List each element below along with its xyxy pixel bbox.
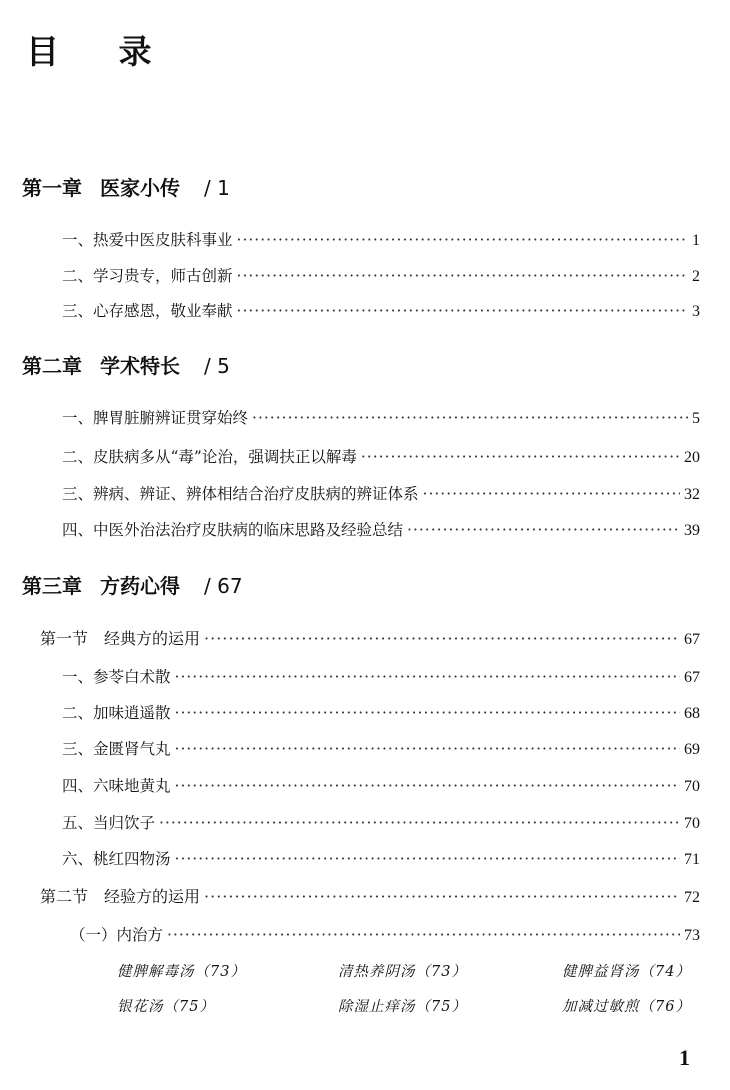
formula-item[interactable]: 银花汤（75） <box>117 999 215 1015</box>
toc-entry-label: 二、皮肤病多从“毒”论治，强调扶正以解毒 <box>62 448 357 466</box>
toc-entry-page: 70 <box>684 815 700 832</box>
dot-leader <box>175 668 680 686</box>
toc-entry-label: 五、当归饮子 <box>62 814 156 832</box>
page-number: 1 <box>679 1045 690 1070</box>
toc-entry-page: 3 <box>692 303 700 320</box>
toc-entry[interactable] <box>62 774 700 796</box>
dot-leader <box>237 302 688 320</box>
chapter-name: 医家小传 <box>100 176 180 200</box>
toc-entry-page: 68 <box>684 705 700 722</box>
chapter-heading-1[interactable] <box>22 172 230 201</box>
dot-leader <box>204 887 680 906</box>
toc-entry-label: 一、脾胃脏腑辨证贯穿始终 <box>62 409 249 427</box>
chapter-heading-2[interactable] <box>22 350 230 379</box>
toc-entry-page: 32 <box>684 486 700 503</box>
toc-entry-label: 三、心存感恩，敬业奉献 <box>62 302 233 320</box>
toc-entry[interactable] <box>62 737 700 759</box>
dot-leader <box>423 485 680 503</box>
subsection-entry[interactable] <box>70 923 700 945</box>
toc-entry[interactable] <box>62 847 700 869</box>
section-entry[interactable] <box>40 884 700 907</box>
toc-entry-label: 四、中医外治法治疗皮肤病的临床思路及经验总结 <box>62 521 404 539</box>
chapter-heading-3[interactable] <box>22 570 243 599</box>
toc-entry-label: 二、加味逍遥散 <box>62 704 171 722</box>
dot-leader <box>361 448 680 466</box>
section-label: 第一节 经典方的运用 <box>40 629 201 648</box>
toc-entry-page: 67 <box>684 669 700 686</box>
toc-entry[interactable] <box>62 701 700 723</box>
toc-entry-page: 1 <box>692 232 700 249</box>
dot-leader <box>159 814 680 832</box>
chapter-name: 学术特长 <box>100 354 180 378</box>
toc-entry-label: 三、辨病、辨证、辨体相结合治疗皮肤病的辨证体系 <box>62 485 419 503</box>
toc-entry-label: 二、学习贵专，师古创新 <box>62 267 233 285</box>
toc-entry-label: 一、热爱中医皮肤科事业 <box>62 231 233 249</box>
toc-entry[interactable] <box>62 299 700 321</box>
toc-entry-page: 39 <box>684 522 700 539</box>
toc-entry-page: 2 <box>692 268 700 285</box>
dot-leader <box>175 740 680 758</box>
formula-item[interactable]: 除湿止痒汤（75） <box>338 999 467 1015</box>
toc-entry-page: 71 <box>684 851 700 868</box>
dot-leader <box>175 704 680 722</box>
toc-entry-page: 20 <box>684 449 700 466</box>
toc-entry-label: 四、六味地黄丸 <box>62 777 171 795</box>
formula-item[interactable]: 健脾益肾汤（74） <box>562 964 691 980</box>
dot-leader <box>237 231 688 249</box>
toc-entry-page: 5 <box>692 410 700 427</box>
chapter-label: 第二章 <box>22 354 82 378</box>
dot-leader <box>167 926 680 944</box>
formula-item[interactable]: 加减过敏煎（76） <box>562 999 691 1015</box>
section-label: 第二节 经验方的运用 <box>40 887 201 906</box>
toc-entry-page: 69 <box>684 741 700 758</box>
toc-entry-label: 一、参苓白术散 <box>62 668 171 686</box>
toc-entry[interactable] <box>62 406 700 428</box>
toc-entry[interactable] <box>62 445 700 467</box>
dot-leader <box>204 629 680 648</box>
formula-item[interactable]: 清热养阴汤（73） <box>338 964 467 980</box>
formula-item[interactable]: 健脾解毒汤（73） <box>117 964 246 980</box>
chapter-name: 方药心得 <box>100 574 180 598</box>
subsection-label: （一）内治方 <box>70 926 164 944</box>
chapter-page: / 67 <box>204 574 243 598</box>
toc-entry-label: 三、金匮肾气丸 <box>62 740 171 758</box>
toc-entry-page: 70 <box>684 778 700 795</box>
section-page: 72 <box>684 889 700 906</box>
toc-entry[interactable] <box>62 228 700 250</box>
dot-leader <box>175 777 680 795</box>
toc-entry[interactable] <box>62 665 700 687</box>
toc-entry-label: 六、桃红四物汤 <box>62 850 171 868</box>
toc-entry[interactable] <box>62 811 700 833</box>
section-page: 67 <box>684 631 700 648</box>
chapter-page: / 5 <box>204 354 230 378</box>
dot-leader <box>252 409 688 427</box>
toc-entry[interactable] <box>62 482 700 504</box>
section-entry[interactable] <box>40 626 700 649</box>
dot-leader <box>407 521 680 539</box>
dot-leader <box>175 850 680 868</box>
toc-entry[interactable] <box>62 264 700 286</box>
toc-entry[interactable] <box>62 518 700 540</box>
chapter-label: 第一章 <box>22 176 82 200</box>
chapter-label: 第三章 <box>22 574 82 598</box>
dot-leader <box>237 267 688 285</box>
page-title: 目 录 <box>26 32 176 71</box>
chapter-page: / 1 <box>204 176 230 200</box>
subsection-page: 73 <box>684 927 700 944</box>
